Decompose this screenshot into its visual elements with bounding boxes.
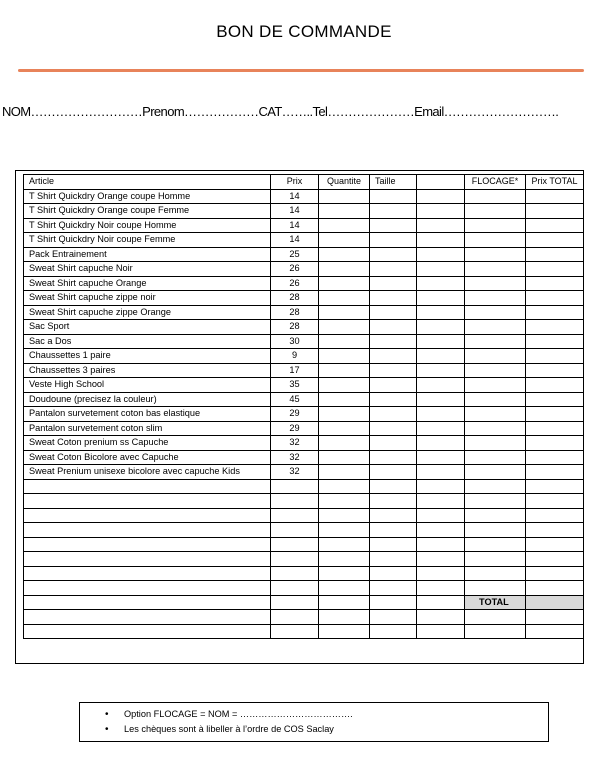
- prix-total-cell[interactable]: [526, 334, 584, 349]
- order-table-body: [24, 175, 584, 639]
- article-cell[interactable]: [24, 624, 271, 639]
- taille-cell[interactable]: [370, 407, 417, 422]
- flocage-cell[interactable]: [465, 450, 526, 465]
- prix-cell: 35: [271, 378, 319, 393]
- flocage-cell[interactable]: [465, 378, 526, 393]
- quantite-cell[interactable]: [319, 552, 370, 567]
- taille-cell[interactable]: [370, 421, 417, 436]
- quantite-cell[interactable]: [319, 262, 370, 277]
- notes-list: [80, 707, 548, 737]
- article-cell: Sweat Coton Bicolore avec Capuche: [24, 450, 271, 465]
- empty-table-row: [24, 537, 584, 552]
- quantite-cell[interactable]: [319, 378, 370, 393]
- flocage-cell[interactable]: [465, 508, 526, 523]
- blank-cell[interactable]: [417, 262, 465, 277]
- blank-cell[interactable]: [417, 276, 465, 291]
- taille-cell[interactable]: [370, 189, 417, 204]
- article-cell[interactable]: [24, 508, 271, 523]
- taille-cell[interactable]: [370, 450, 417, 465]
- prix-cell[interactable]: [271, 552, 319, 567]
- prix-cell: 26: [271, 276, 319, 291]
- quantite-cell[interactable]: [319, 595, 370, 610]
- prix-total-cell[interactable]: [526, 291, 584, 306]
- table-row: [24, 262, 584, 277]
- taille-cell[interactable]: [370, 494, 417, 509]
- quantite-cell[interactable]: [319, 392, 370, 407]
- flocage-cell[interactable]: [465, 421, 526, 436]
- empty-table-row: [24, 624, 584, 639]
- column-header-taille: Taille: [370, 175, 417, 190]
- taille-cell[interactable]: [370, 479, 417, 494]
- article-cell: Pantalon survetement coton slim: [24, 421, 271, 436]
- article-cell[interactable]: [24, 595, 271, 610]
- prix-cell[interactable]: [271, 581, 319, 596]
- blank-cell[interactable]: [417, 218, 465, 233]
- column-header-quantite: Quantite: [319, 175, 370, 190]
- quantite-cell[interactable]: [319, 363, 370, 378]
- quantite-cell[interactable]: [319, 407, 370, 422]
- quantite-cell[interactable]: [319, 450, 370, 465]
- prix-total-cell[interactable]: [526, 421, 584, 436]
- table-row: [24, 247, 584, 262]
- taille-cell[interactable]: [370, 378, 417, 393]
- taille-cell[interactable]: [370, 218, 417, 233]
- blank-cell[interactable]: [417, 421, 465, 436]
- article-cell: Sweat Shirt capuche Noir: [24, 262, 271, 277]
- blank-cell[interactable]: [417, 378, 465, 393]
- table-row: [24, 407, 584, 422]
- prix-cell[interactable]: [271, 537, 319, 552]
- blank-cell[interactable]: [417, 334, 465, 349]
- flocage-cell[interactable]: [465, 349, 526, 364]
- prix-total-cell[interactable]: [526, 552, 584, 567]
- article-cell[interactable]: [24, 523, 271, 538]
- prix-total-cell[interactable]: [526, 276, 584, 291]
- prix-total-cell[interactable]: [526, 363, 584, 378]
- blank-cell[interactable]: [417, 494, 465, 509]
- empty-table-row: [24, 566, 584, 581]
- prix-cell: 14: [271, 204, 319, 219]
- prix-total-cell[interactable]: [526, 378, 584, 393]
- quantite-cell[interactable]: [319, 233, 370, 248]
- flocage-cell[interactable]: [465, 465, 526, 480]
- column-header-article: Article: [24, 175, 271, 190]
- prix-total-cell[interactable]: [526, 523, 584, 538]
- blank-cell[interactable]: [417, 465, 465, 480]
- prix-total-cell[interactable]: [526, 566, 584, 581]
- taille-cell[interactable]: [370, 291, 417, 306]
- article-cell: Chaussettes 1 paire: [24, 349, 271, 364]
- empty-table-row: [24, 610, 584, 625]
- table-row: [24, 450, 584, 465]
- table-row: [24, 305, 584, 320]
- taille-cell[interactable]: [370, 262, 417, 277]
- flocage-cell[interactable]: [465, 552, 526, 567]
- prix-total-cell[interactable]: [526, 305, 584, 320]
- taille-cell[interactable]: [370, 247, 417, 262]
- blank-cell[interactable]: [417, 291, 465, 306]
- article-cell: Sac a Dos: [24, 334, 271, 349]
- total-row: [24, 595, 584, 610]
- quantite-cell[interactable]: [319, 189, 370, 204]
- prix-total-cell[interactable]: [526, 349, 584, 364]
- table-row: [24, 378, 584, 393]
- article-cell[interactable]: [24, 610, 271, 625]
- note-flocage: [80, 707, 548, 722]
- flocage-cell[interactable]: [465, 566, 526, 581]
- taille-cell[interactable]: [370, 320, 417, 335]
- article-cell: T Shirt Quickdry Orange coupe Femme: [24, 204, 271, 219]
- taille-cell[interactable]: [370, 233, 417, 248]
- blank-cell[interactable]: [417, 624, 465, 639]
- table-row: [24, 421, 584, 436]
- prix-total-cell[interactable]: [526, 392, 584, 407]
- table-row: [24, 363, 584, 378]
- prix-total-cell[interactable]: [526, 189, 584, 204]
- table-row: [24, 436, 584, 451]
- prix-cell: 14: [271, 189, 319, 204]
- prix-total-cell[interactable]: [526, 624, 584, 639]
- prix-total-cell[interactable]: [526, 479, 584, 494]
- prix-cell: 9: [271, 349, 319, 364]
- blank-cell[interactable]: [417, 363, 465, 378]
- taille-cell[interactable]: [370, 566, 417, 581]
- column-header-flocage: FLOCAGE*: [465, 175, 526, 190]
- quantite-cell[interactable]: [319, 537, 370, 552]
- taille-cell[interactable]: [370, 363, 417, 378]
- taille-cell[interactable]: [370, 204, 417, 219]
- taille-cell[interactable]: [370, 595, 417, 610]
- flocage-cell[interactable]: [465, 624, 526, 639]
- table-row: [24, 392, 584, 407]
- prix-total-cell[interactable]: [526, 494, 584, 509]
- prix-cell: 26: [271, 262, 319, 277]
- taille-cell[interactable]: [370, 305, 417, 320]
- blank-cell[interactable]: [417, 189, 465, 204]
- prix-cell: 14: [271, 233, 319, 248]
- note-text: Option FLOCAGE = NOM = ……………………………….: [124, 709, 353, 719]
- table-row: [24, 320, 584, 335]
- prix-total-cell[interactable]: [526, 465, 584, 480]
- article-cell: Chaussettes 3 paires: [24, 363, 271, 378]
- blank-cell[interactable]: [417, 320, 465, 335]
- quantite-cell[interactable]: [319, 523, 370, 538]
- flocage-cell[interactable]: [465, 334, 526, 349]
- flocage-cell[interactable]: [465, 436, 526, 451]
- quantite-cell[interactable]: [319, 566, 370, 581]
- flocage-cell[interactable]: [465, 407, 526, 422]
- prix-cell: 32: [271, 465, 319, 480]
- quantite-cell[interactable]: [319, 436, 370, 451]
- blank-cell[interactable]: [417, 305, 465, 320]
- prix-cell[interactable]: [271, 566, 319, 581]
- blank-cell[interactable]: [417, 204, 465, 219]
- taille-cell[interactable]: [370, 610, 417, 625]
- blank-cell[interactable]: [417, 537, 465, 552]
- quantite-cell[interactable]: [319, 320, 370, 335]
- note-text: Les chèques sont à libeller à l’ordre de COS Saclay: [124, 724, 334, 734]
- prix-total-cell[interactable]: [526, 537, 584, 552]
- flocage-cell[interactable]: [465, 262, 526, 277]
- prix-cell[interactable]: [271, 523, 319, 538]
- article-cell: Sweat Shirt capuche zippe Orange: [24, 305, 271, 320]
- prix-cell: 28: [271, 291, 319, 306]
- prix-cell: 29: [271, 421, 319, 436]
- article-cell: T Shirt Quickdry Orange coupe Homme: [24, 189, 271, 204]
- quantite-cell[interactable]: [319, 305, 370, 320]
- blank-cell[interactable]: [417, 407, 465, 422]
- column-header-prix: Prix: [271, 175, 319, 190]
- quantite-cell[interactable]: [319, 291, 370, 306]
- quantite-cell[interactable]: [319, 421, 370, 436]
- quantite-cell[interactable]: [319, 204, 370, 219]
- quantite-cell[interactable]: [319, 624, 370, 639]
- table-row: [24, 334, 584, 349]
- article-cell: Sweat Prenium unisexe bicolore avec capuche Kids: [24, 465, 271, 480]
- prix-total-cell[interactable]: [526, 407, 584, 422]
- article-cell[interactable]: [24, 479, 271, 494]
- empty-table-row: [24, 508, 584, 523]
- prix-cell: 25: [271, 247, 319, 262]
- total-value-cell[interactable]: [526, 595, 584, 610]
- flocage-cell[interactable]: [465, 581, 526, 596]
- prix-total-cell[interactable]: [526, 508, 584, 523]
- quantite-cell[interactable]: [319, 349, 370, 364]
- notes-box: [79, 702, 549, 742]
- taille-cell[interactable]: [370, 508, 417, 523]
- table-row: [24, 233, 584, 248]
- flocage-cell[interactable]: [465, 610, 526, 625]
- page-title: BON DE COMMANDE: [216, 22, 392, 41]
- blank-cell[interactable]: [417, 508, 465, 523]
- quantite-cell[interactable]: [319, 334, 370, 349]
- table-row: [24, 291, 584, 306]
- blank-cell[interactable]: [417, 566, 465, 581]
- empty-table-row: [24, 581, 584, 596]
- column-header-prix-total: Prix TOTAL: [526, 175, 584, 190]
- article-cell: Pack Entrainement: [24, 247, 271, 262]
- blank-cell[interactable]: [417, 349, 465, 364]
- prix-total-cell[interactable]: [526, 233, 584, 248]
- prix-total-cell[interactable]: [526, 218, 584, 233]
- taille-cell[interactable]: [370, 552, 417, 567]
- quantite-cell[interactable]: [319, 610, 370, 625]
- flocage-cell[interactable]: [465, 218, 526, 233]
- prix-cell: 28: [271, 305, 319, 320]
- flocage-cell[interactable]: [465, 276, 526, 291]
- table-row: [24, 276, 584, 291]
- blank-cell[interactable]: [417, 552, 465, 567]
- flocage-cell[interactable]: [465, 479, 526, 494]
- article-cell: T Shirt Quickdry Noir coupe Homme: [24, 218, 271, 233]
- flocage-cell[interactable]: [465, 523, 526, 538]
- prix-cell[interactable]: [271, 508, 319, 523]
- quantite-cell[interactable]: [319, 581, 370, 596]
- prix-total-cell[interactable]: [526, 247, 584, 262]
- article-cell[interactable]: [24, 552, 271, 567]
- empty-table-row: [24, 494, 584, 509]
- note-cheques: [80, 722, 548, 737]
- flocage-cell[interactable]: [465, 291, 526, 306]
- taille-cell[interactable]: [370, 624, 417, 639]
- flocage-cell[interactable]: [465, 392, 526, 407]
- empty-table-row: [24, 552, 584, 567]
- bullet-icon: •: [105, 709, 109, 720]
- article-cell[interactable]: [24, 581, 271, 596]
- total-label: TOTAL: [465, 595, 526, 610]
- flocage-cell[interactable]: [465, 320, 526, 335]
- prix-total-cell[interactable]: [526, 320, 584, 335]
- article-cell: Sweat Shirt capuche zippe noir: [24, 291, 271, 306]
- quantite-cell[interactable]: [319, 218, 370, 233]
- article-cell: Sweat Shirt capuche Orange: [24, 276, 271, 291]
- blank-cell[interactable]: [417, 436, 465, 451]
- quantite-cell[interactable]: [319, 494, 370, 509]
- article-cell: T Shirt Quickdry Noir coupe Femme: [24, 233, 271, 248]
- prix-cell[interactable]: [271, 610, 319, 625]
- quantite-cell[interactable]: [319, 479, 370, 494]
- table-row: [24, 189, 584, 204]
- prix-cell: 45: [271, 392, 319, 407]
- header-divider: [18, 69, 584, 72]
- flocage-cell[interactable]: [465, 363, 526, 378]
- prix-cell: 32: [271, 450, 319, 465]
- prix-cell[interactable]: [271, 479, 319, 494]
- prix-total-cell[interactable]: [526, 610, 584, 625]
- prix-cell[interactable]: [271, 595, 319, 610]
- customer-info-line: NOM………………………Prenom………………CAT……..Tel…………………Email……………………….: [2, 104, 559, 119]
- prix-cell[interactable]: [271, 494, 319, 509]
- empty-table-row: [24, 479, 584, 494]
- article-cell: Sac Sport: [24, 320, 271, 335]
- blank-cell[interactable]: [417, 581, 465, 596]
- blank-cell[interactable]: [417, 247, 465, 262]
- prix-cell: 32: [271, 436, 319, 451]
- blank-cell[interactable]: [417, 392, 465, 407]
- prix-total-cell[interactable]: [526, 581, 584, 596]
- taille-cell[interactable]: [370, 334, 417, 349]
- table-header-row: [24, 175, 584, 190]
- flocage-cell[interactable]: [465, 494, 526, 509]
- taille-cell[interactable]: [370, 465, 417, 480]
- taille-cell[interactable]: [370, 523, 417, 538]
- taille-cell[interactable]: [370, 349, 417, 364]
- table-row: [24, 204, 584, 219]
- quantite-cell[interactable]: [319, 508, 370, 523]
- prix-total-cell[interactable]: [526, 204, 584, 219]
- order-table: [23, 174, 584, 639]
- blank-cell[interactable]: [417, 610, 465, 625]
- column-header-blank: [417, 175, 465, 190]
- bullet-icon: •: [105, 724, 109, 735]
- flocage-cell[interactable]: [465, 305, 526, 320]
- blank-cell[interactable]: [417, 479, 465, 494]
- blank-cell[interactable]: [417, 595, 465, 610]
- flocage-cell[interactable]: [465, 204, 526, 219]
- prix-cell: 17: [271, 363, 319, 378]
- quantite-cell[interactable]: [319, 465, 370, 480]
- article-cell[interactable]: [24, 494, 271, 509]
- prix-cell: 30: [271, 334, 319, 349]
- blank-cell[interactable]: [417, 233, 465, 248]
- prix-cell: 29: [271, 407, 319, 422]
- prix-total-cell[interactable]: [526, 436, 584, 451]
- quantite-cell[interactable]: [319, 276, 370, 291]
- table-row: [24, 465, 584, 480]
- taille-cell[interactable]: [370, 276, 417, 291]
- article-cell[interactable]: [24, 566, 271, 581]
- article-cell: Pantalon survetement coton bas elastique: [24, 407, 271, 422]
- article-cell: Sweat Coton prenium ss Capuche: [24, 436, 271, 451]
- blank-cell[interactable]: [417, 450, 465, 465]
- table-row: [24, 218, 584, 233]
- prix-cell: 14: [271, 218, 319, 233]
- taille-cell[interactable]: [370, 581, 417, 596]
- flocage-cell[interactable]: [465, 537, 526, 552]
- quantite-cell[interactable]: [319, 247, 370, 262]
- flocage-cell[interactable]: [465, 233, 526, 248]
- taille-cell[interactable]: [370, 537, 417, 552]
- prix-total-cell[interactable]: [526, 450, 584, 465]
- prix-cell: 28: [271, 320, 319, 335]
- flocage-cell[interactable]: [465, 247, 526, 262]
- article-cell[interactable]: [24, 537, 271, 552]
- taille-cell[interactable]: [370, 392, 417, 407]
- blank-cell[interactable]: [417, 523, 465, 538]
- prix-total-cell[interactable]: [526, 262, 584, 277]
- taille-cell[interactable]: [370, 436, 417, 451]
- article-cell: Veste High School: [24, 378, 271, 393]
- article-cell: Doudoune (precisez la couleur): [24, 392, 271, 407]
- flocage-cell[interactable]: [465, 189, 526, 204]
- table-row: [24, 349, 584, 364]
- empty-table-row: [24, 523, 584, 538]
- prix-cell[interactable]: [271, 624, 319, 639]
